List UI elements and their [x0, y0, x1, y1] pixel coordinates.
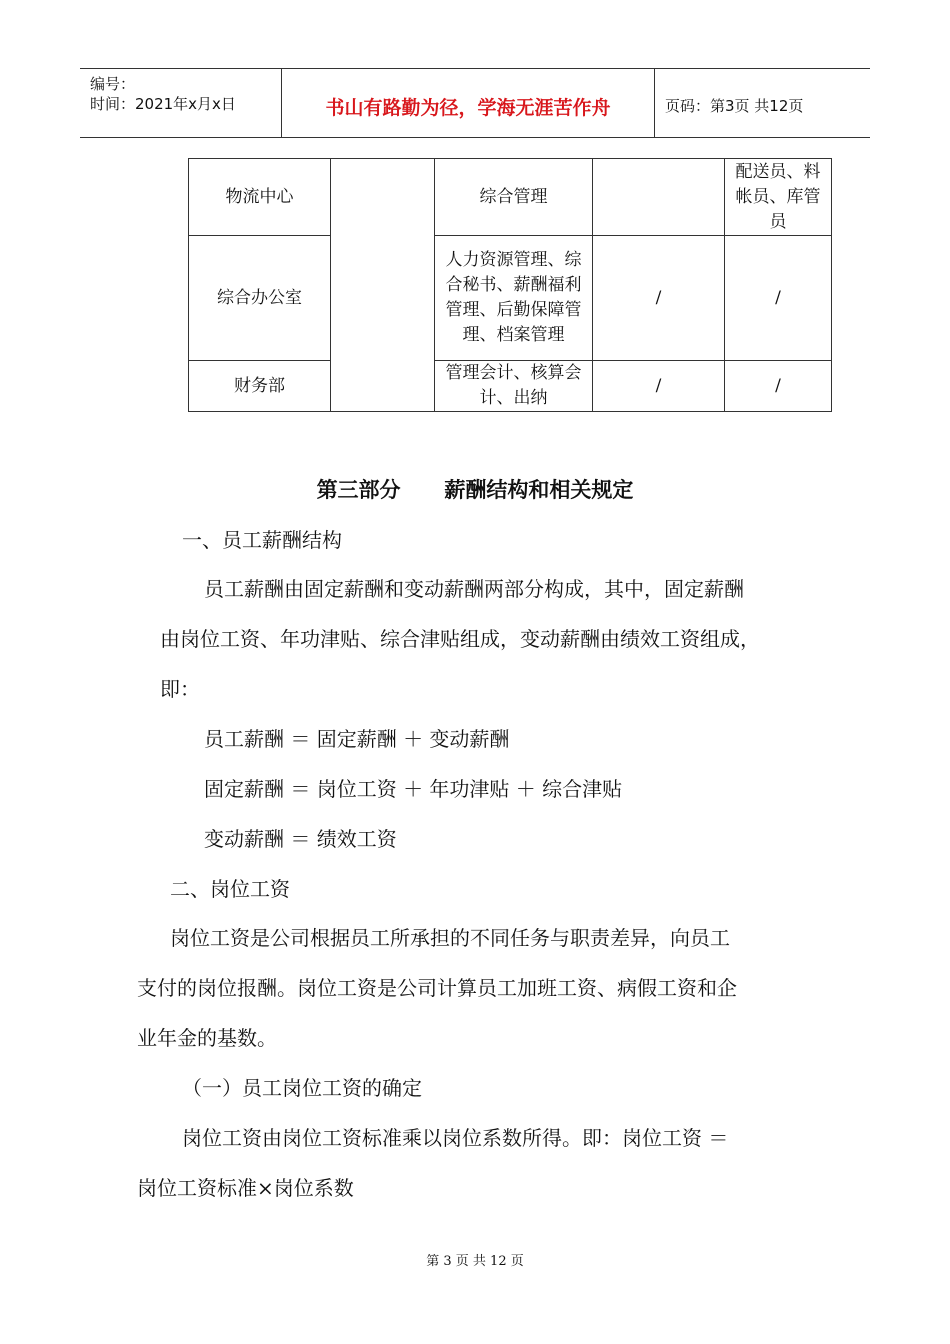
- header-page-cell: [655, 69, 870, 137]
- table-cell-col5: /: [725, 361, 832, 412]
- header-page-label: 页码：第3页 共12页: [665, 97, 804, 115]
- table-cell-merged: [331, 159, 435, 412]
- page-header: [80, 68, 870, 138]
- paragraph-line: 业年金的基数。: [137, 1026, 277, 1050]
- page-footer: 第 3 页 共 12 页: [426, 1254, 524, 1269]
- paragraph-line: 岗位工资标准×岗位系数: [137, 1176, 354, 1200]
- table-cell-dept: 财务部: [189, 361, 331, 412]
- paragraph-line: 员工薪酬由固定薪酬和变动薪酬两部分构成，其中，固定薪酬: [204, 577, 744, 601]
- section-title: 第三部分 薪酬结构和相关规定: [316, 478, 634, 502]
- table-cell-col5: 配送员、料帐员、库管员: [725, 159, 832, 236]
- header-motto: 书山有路勤为径，学海无涯苦作舟: [325, 97, 611, 119]
- table-cell-duty: 人力资源管理、综合秘书、薪酬福利管理、后勤保障管理、档案管理: [435, 236, 593, 361]
- department-table: [188, 158, 832, 412]
- paragraph-line: 岗位工资由岗位工资标准乘以岗位系数所得。即：岗位工资 ＝: [182, 1126, 729, 1150]
- table-cell-duty: 综合管理: [435, 159, 593, 236]
- formula-line: 变动薪酬 ＝ 绩效工资: [204, 827, 397, 851]
- heading-salary-structure: 一、员工薪酬结构: [182, 528, 342, 552]
- table-cell-dept: 综合办公室: [189, 236, 331, 361]
- paragraph-line: 岗位工资是公司根据员工所承担的不同任务与职责差异，向员工: [170, 926, 730, 950]
- doc-number-label: 编号：: [90, 75, 136, 93]
- table-cell-col4: /: [593, 236, 725, 361]
- paragraph-line: 即：: [160, 677, 200, 701]
- table-cell-duty: 管理会计、核算会计、出纳: [435, 361, 593, 412]
- table-row: [189, 236, 832, 361]
- formula-line: 固定薪酬 ＝ 岗位工资 ＋ 年功津贴 ＋ 综合津贴: [204, 777, 623, 801]
- heading-post-salary: 二、岗位工资: [170, 877, 290, 901]
- table-cell-col4: /: [593, 361, 725, 412]
- formula-line: 员工薪酬 ＝ 固定薪酬 ＋ 变动薪酬: [204, 727, 510, 751]
- heading-post-salary-determination: （一）员工岗位工资的确定: [182, 1076, 422, 1100]
- table-cell-col5: /: [725, 236, 832, 361]
- header-motto-cell: [282, 69, 655, 137]
- table-cell-col4: [593, 159, 725, 236]
- table-row: [189, 361, 832, 412]
- paragraph-line: 由岗位工资、年功津贴、综合津贴组成，变动薪酬由绩效工资组成，: [160, 627, 760, 651]
- header-meta-cell: [80, 69, 282, 137]
- table-row: [189, 159, 832, 236]
- paragraph-line: 支付的岗位报酬。岗位工资是公司计算员工加班工资、病假工资和企: [137, 976, 737, 1000]
- doc-time-label: 时间：2021年x月x日: [90, 95, 236, 113]
- table-cell-dept: 物流中心: [189, 159, 331, 236]
